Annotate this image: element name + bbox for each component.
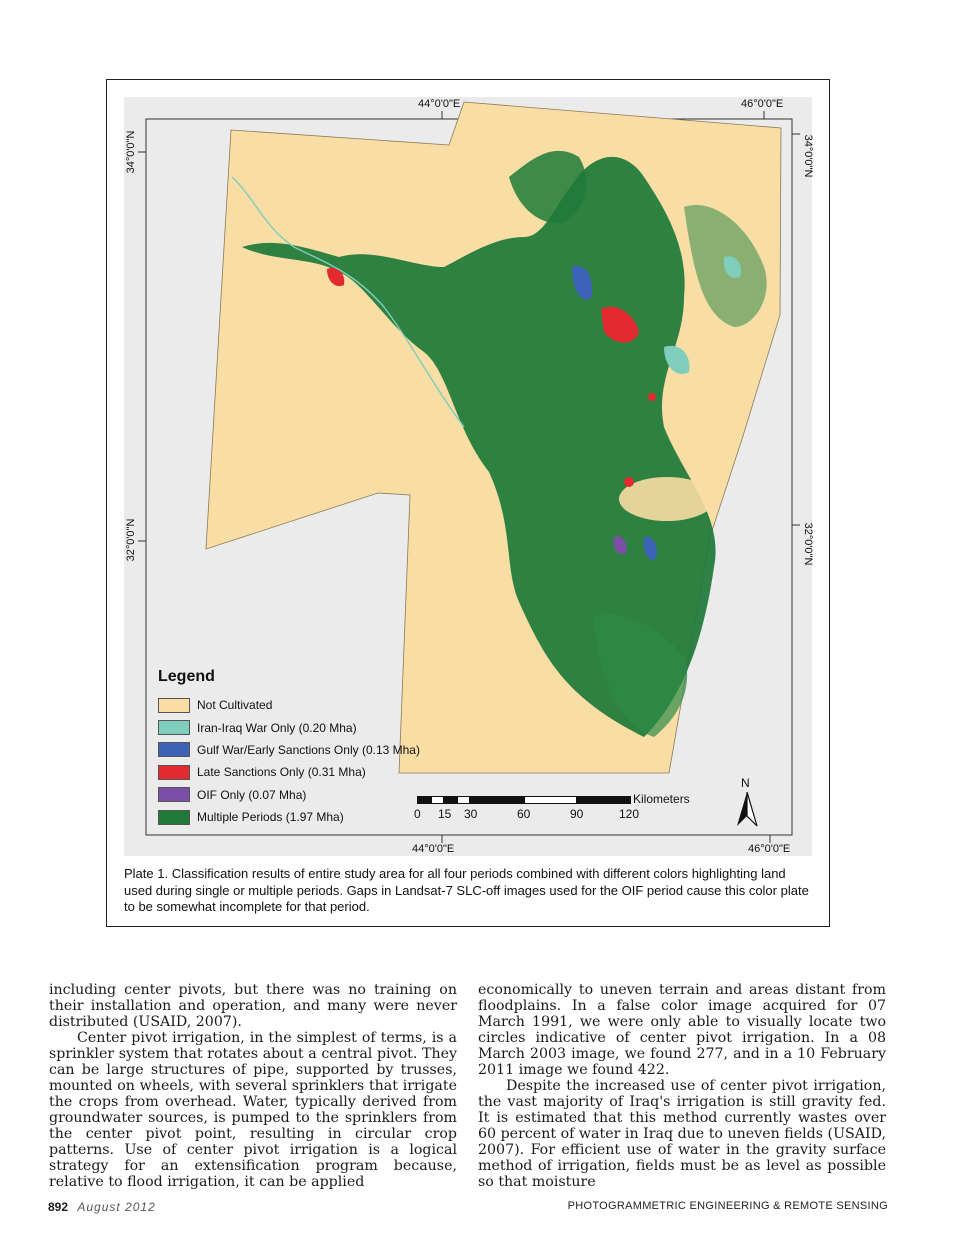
coord-bottom-44e: 44°0'0"E bbox=[412, 843, 455, 855]
legend-item bbox=[158, 716, 420, 738]
scale-tick: 60 bbox=[517, 807, 531, 821]
legend-item bbox=[158, 806, 420, 828]
scale-bar bbox=[417, 796, 631, 804]
page-number: 892 bbox=[48, 1200, 69, 1214]
paragraph: Center pivot irrigation, in the simplest of terms, is a sprinkler system that rotates about a central pivot. They can be large structures of pipe, supported by trusses, mounted on wheels, with several sprinklers that irrigate the crops from overhead. Water, typically derived from groundwater sources, is pumped to the sprinklers from the center pivot point, resulting in circular crop patterns. Use of center pivot irrigation is a logical strategy for an extensification program because, relative to flood irrigation, it can be applied bbox=[49, 1030, 457, 1190]
north-arrow-icon bbox=[734, 792, 760, 828]
legend-swatch bbox=[158, 742, 190, 757]
scale-segment bbox=[444, 796, 457, 804]
scale-tick: 15 bbox=[438, 807, 452, 821]
paragraph: including center pivots, but there was no training on their installation and operation, and many were never distributed (USAID, 2007). bbox=[49, 982, 457, 1030]
coord-bottom-46e: 46°0'0"E bbox=[748, 843, 791, 855]
north-label: N bbox=[741, 776, 750, 790]
late-sanctions-dot bbox=[648, 393, 656, 401]
legend-label: OIF Only (0.07 Mha) bbox=[197, 787, 307, 802]
coord-right-34n: 34°0'0"N bbox=[802, 134, 814, 178]
scale-segment bbox=[417, 796, 431, 804]
plate-caption: Plate 1. Classification results of entire study area for all four periods combined with different colors highlighting land used during single or multiple periods. Gaps in Landsat-7 SLC-off images used for the OIF period cause this color plate to be somewhat incomplete for that period. bbox=[124, 866, 809, 914]
scale-tick: 30 bbox=[464, 807, 478, 821]
coord-top-46e: 46°0'0"E bbox=[741, 98, 784, 110]
coord-left-34n: 34°0'0"N bbox=[125, 130, 137, 174]
scale-segment bbox=[457, 796, 470, 804]
legend-swatch bbox=[158, 720, 190, 735]
late-sanctions-dot bbox=[624, 477, 634, 487]
issue-date: August 2012 bbox=[77, 1200, 156, 1214]
page-footer-left bbox=[48, 1200, 156, 1214]
legend-swatch bbox=[158, 698, 190, 713]
journal-name: PHOTOGRAMMETRIC ENGINEERING & REMOTE SENSING bbox=[567, 1200, 888, 1212]
legend-swatch bbox=[158, 810, 190, 825]
paragraph: economically to uneven terrain and areas distant from floodplains. In a false color image acquired for 07 March 1991, we were only able to visually locate two circles indicative of center pivot irrigation. In a 08 March 2003 image, we found 277, and in a 10 February 2011 image we found 422. bbox=[478, 982, 886, 1078]
scale-tick: 90 bbox=[570, 807, 584, 821]
legend-swatch bbox=[158, 765, 190, 780]
body-column-right bbox=[478, 982, 886, 1190]
legend-label: Iran-Iraq War Only (0.20 Mha) bbox=[197, 720, 357, 735]
coord-right-32n: 32°0'0"N bbox=[802, 522, 814, 566]
legend-item bbox=[158, 761, 420, 783]
scale-segment bbox=[577, 796, 631, 804]
legend-label: Not Cultivated bbox=[197, 698, 273, 713]
body-column-left bbox=[49, 982, 457, 1190]
scale-segment bbox=[470, 796, 524, 804]
legend-label: Late Sanctions Only (0.31 Mha) bbox=[197, 765, 366, 780]
legend-title: Legend bbox=[158, 668, 215, 685]
scale-unit: Kilometers bbox=[633, 792, 690, 806]
legend-item bbox=[158, 784, 420, 806]
legend-item bbox=[158, 739, 420, 761]
legend-swatch bbox=[158, 787, 190, 802]
legend-label: Gulf War/Early Sanctions Only (0.13 Mha) bbox=[197, 742, 420, 757]
legend-label: Multiple Periods (1.97 Mha) bbox=[197, 810, 344, 825]
coord-left-32n: 32°0'0"N bbox=[125, 518, 137, 562]
paragraph: Despite the increased use of center pivot irrigation, the vast majority of Iraq's irrigation is still gravity fed. It is estimated that this method currently wastes over 60 percent of water in Iraq due to uneven fields (USAID, 2007). For efficient use of water in the gravity surface method of irrigation, fields must be as level as possible so that moisture bbox=[478, 1078, 886, 1190]
scale-tick: 0 bbox=[414, 807, 421, 821]
scale-segment bbox=[431, 796, 444, 804]
legend-item bbox=[158, 694, 420, 716]
coord-top-44e: 44°0'0"E bbox=[418, 98, 461, 110]
legend bbox=[158, 668, 420, 828]
scale-tick: 120 bbox=[619, 807, 640, 821]
scale-segment bbox=[524, 796, 577, 804]
north-arrow bbox=[734, 776, 760, 826]
